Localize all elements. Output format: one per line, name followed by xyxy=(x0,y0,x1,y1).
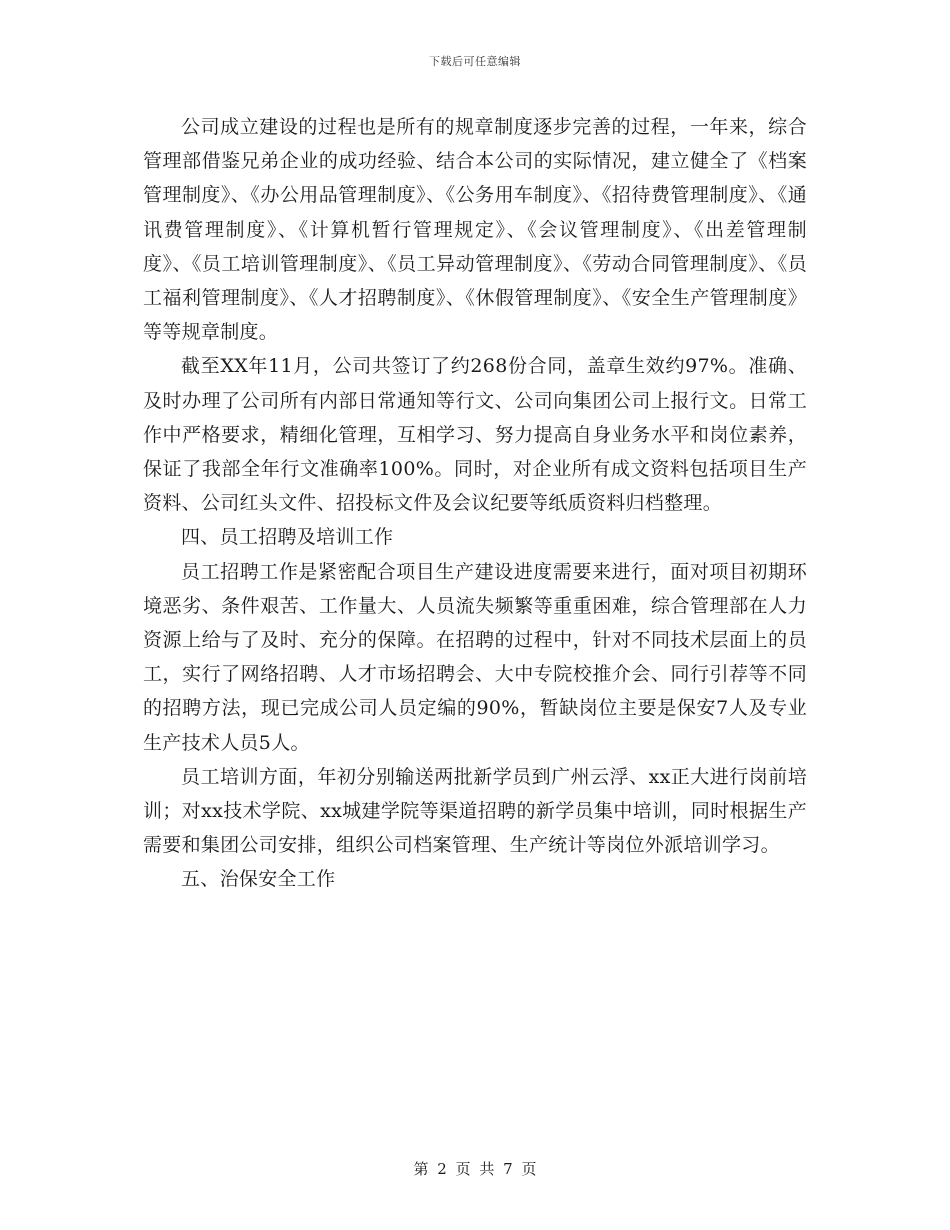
page-footer: 第 2 页 共 7 页 xyxy=(413,1160,537,1178)
section-heading-recruitment: 四、员工招聘及培训工作 xyxy=(181,526,394,549)
paragraph-contracts: 截至XX年11月，公司共签订了约268份合同，盖章生效约97%。准确、及时办理了公司所有内部日常通知等行文、公司向集团公司上报行文。日常工作中严格要求，精细化管理，互相学习、努力提高自身业务水平和岗位素养，保证了我部全年行文准确率100%。同时，对企业所有成文资料包括项目生产资料、公司红头文件、招投标文件及会议纪要等纸质资料归档整理。 xyxy=(143,355,807,515)
page-header: 下载后可任意编辑 xyxy=(429,55,521,68)
paragraph-recruitment: 员工招聘工作是紧密配合项目生产建设进度需要来进行，面对项目初期环境恶劣、条件艰苦、工作量大、人员流失频繁等重重困难，综合管理部在人力资源上给与了及时、充分的保障。在招聘的过程中，针对不同技术层面上的员工，实行了网络招聘、人才市场招聘会、大中专院校推介会、同行引荐等不同的招聘方法，现已完成公司人员定编的90%，暂缺岗位主要是保安7人及专业生产技术人员5人。 xyxy=(143,560,807,754)
paragraph-training: 员工培训方面，年初分别输送两批新学员到广州云浮、xx正大进行岗前培训；对xx技术学院、xx城建学院等渠道招聘的新学员集中培训，同时根据生产需要和集团公司安排，组织公司档案管理、生产统计等岗位外派培训学习。 xyxy=(143,765,807,857)
section-heading-security: 五、治保安全工作 xyxy=(181,868,336,891)
document-body xyxy=(143,110,807,897)
paragraph-regulations: 公司成立建设的过程也是所有的规章制度逐步完善的过程，一年来，综合管理部借鉴兄弟企业的成功经验、结合本公司的实际情况，建立健全了《档案管理制度》、《办公用品管理制度》、《公务用车制度》、《招待费管理制度》、《通讯费管理制度》、《计算机暂行管理规定》、《会议管理制度》、《出差管理制度》、《员工培训管理制度》、《员工异动管理制度》、《劳动合同管理制度》、《员工福利管理制度》、《人才招聘制度》、《休假管理制度》、《安全生产管理制度》等等规章制度。 xyxy=(143,116,807,344)
